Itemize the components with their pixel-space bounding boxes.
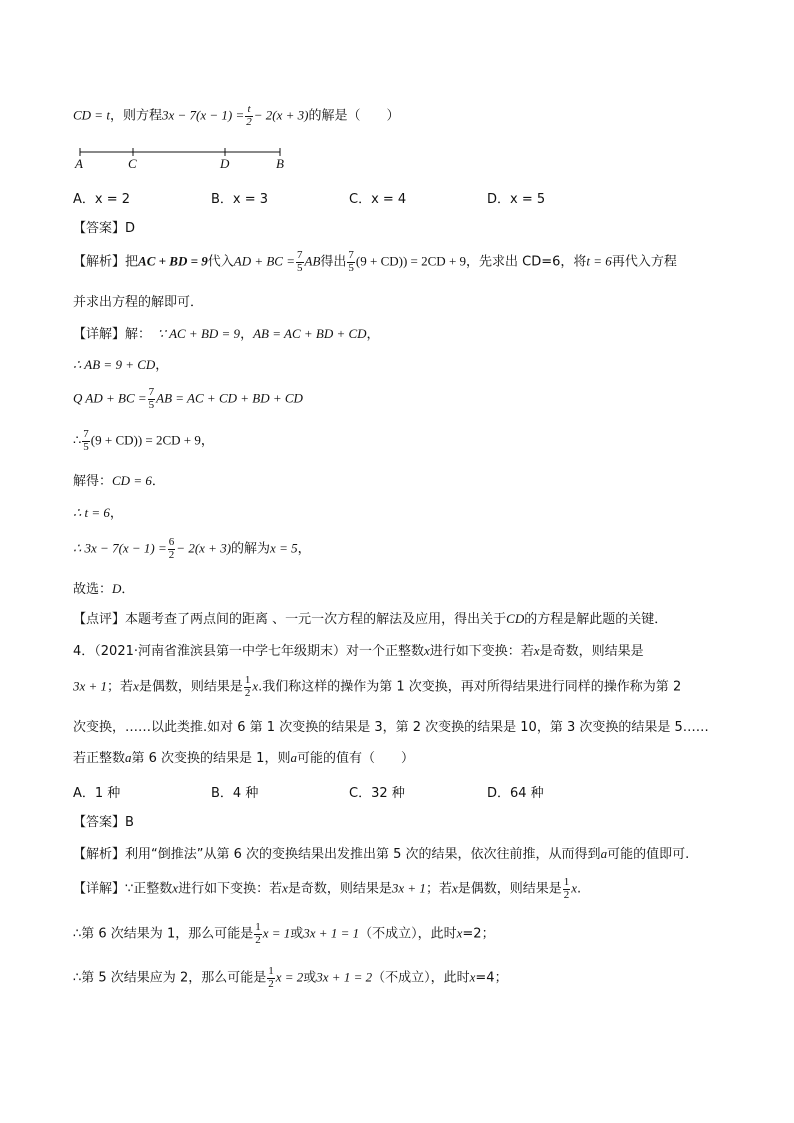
analysis-expr: t = 6	[586, 253, 612, 269]
q3-detail-line8	[73, 581, 134, 598]
detail-fraction: $\frac{1}{2}$	[563, 876, 570, 901]
q3-option-b: B．x = 3	[211, 192, 269, 207]
q4-expr: 3x + 1	[73, 678, 108, 694]
detail-fraction: $\frac{7}{5}$	[148, 386, 155, 411]
detail-expr: ∴ 3x − 7(x − 1) =	[73, 540, 167, 556]
q3-option-d: D．x = 5	[487, 192, 546, 207]
point-label-a: A	[75, 156, 83, 171]
detail-text: ∵正整数	[125, 881, 173, 897]
comment-tag: 【点评】	[73, 612, 126, 627]
segment-diagram	[70, 143, 300, 173]
q4-text: 可能的值有（ ）	[296, 751, 414, 766]
q4-var: a	[600, 846, 608, 861]
analysis-text: 再代入方程	[611, 254, 677, 270]
detail-text: ，	[155, 358, 169, 373]
detail-text: 或	[303, 970, 317, 986]
q4-reasoning-step6	[73, 922, 495, 946]
q4-stem-line4	[73, 750, 414, 767]
comment-text: 本题考查了两点间的距离 、一元一次方程的解法及应用，得出关于	[125, 612, 507, 627]
analysis-text: 可能的值即可.	[607, 847, 690, 862]
detail-text: ，	[366, 327, 380, 342]
detail-text: 是偶数，则结果是	[457, 881, 562, 897]
q3-detail-line2	[73, 357, 168, 374]
detail-expr: D	[112, 581, 122, 596]
detail-fraction: $\frac{6}{2}$	[168, 536, 175, 561]
q4-answer: 【答案】B	[73, 815, 134, 830]
point-label-c: C	[128, 156, 137, 171]
q4-text: 是偶数，则结果是	[138, 679, 243, 695]
detail-tag: 【详解】	[73, 327, 126, 342]
q4-reasoning-step5	[73, 966, 508, 990]
comment-text: 的方程是解此题的关键．	[524, 612, 668, 627]
q4-var: x	[456, 925, 463, 941]
detail-text: ∴第 5 次结果应为 2，那么可能是	[73, 970, 267, 986]
analysis-tag: 【解析】	[73, 254, 126, 270]
detail-expr: 3x + 1 = 1	[303, 925, 360, 941]
q4-option-b: B．4 种	[211, 786, 259, 801]
detail-text: =4；	[475, 970, 508, 986]
detail-text: 解：	[125, 327, 145, 342]
detail-fraction: $\frac{7}{5}$	[83, 428, 89, 453]
detail-text: ∴	[73, 432, 82, 448]
q3-analysis-line2: 并求出方程的解即可．	[73, 295, 204, 310]
detail-text: ，	[200, 433, 214, 449]
analysis-expr: (9 + CD)) = 2CD + 9	[355, 253, 467, 269]
detail-expr: 3x + 1	[391, 880, 426, 896]
detail-expr: ∵ AC + BD = 9	[157, 326, 241, 341]
q4-stem-line1	[73, 643, 644, 660]
q4-var: x	[172, 880, 179, 896]
q3-option-a: A．x = 2	[73, 192, 131, 207]
detail-text: ，	[297, 541, 311, 557]
q3-eq-right: − 2(x + 3)	[253, 107, 309, 123]
q4-detail	[73, 877, 581, 901]
detail-text: （不成立），此时	[372, 970, 470, 986]
q4-var: x	[571, 880, 578, 896]
q4-stem-line2	[73, 675, 681, 699]
detail-tag: 【详解】	[73, 881, 126, 897]
detail-text: ；若	[425, 881, 452, 897]
analysis-tag: 【解析】	[73, 847, 126, 862]
q3-detail-line6	[73, 505, 123, 522]
detail-text: ．	[121, 582, 135, 597]
q4-var: x	[451, 880, 458, 896]
q4-var: a	[290, 750, 297, 765]
detail-text: ，	[109, 506, 123, 521]
q3-detail-line4	[73, 429, 214, 453]
q4-var: x	[533, 643, 540, 658]
detail-text: ．	[151, 474, 165, 489]
q3-detail-line1	[73, 326, 380, 343]
q4-var: x	[252, 678, 259, 694]
detail-expr: ∴ t = 6	[73, 505, 110, 520]
detail-text: 进行如下变换：若	[178, 881, 283, 897]
q4-var: x	[469, 969, 476, 985]
q4-var: x	[424, 643, 430, 658]
q3-option-c: C．x = 4	[349, 192, 407, 207]
q3-stem-tail: 的解是（ ）	[308, 108, 400, 124]
detail-expr: x = 5	[270, 540, 298, 556]
detail-text: （不成立），此时	[359, 926, 457, 942]
detail-text: ，	[240, 327, 254, 342]
q4-text: 第 6 次变换的结果是 1，则	[131, 751, 291, 766]
analysis-text: ，先求出 CD=6，将	[466, 254, 587, 270]
q3-eq-fraction: $\frac{t}{2}$	[246, 103, 252, 128]
q3-stem-lead: CD = t	[73, 107, 110, 123]
detail-expr: (9 + CD)) = 2CD + 9	[90, 432, 201, 448]
q4-text: .我们称这样的操作为第 1 次变换，再对所得结果进行同样的操作称为第 2	[258, 679, 682, 695]
comment-expr: CD	[506, 611, 525, 626]
q4-var: x	[133, 678, 139, 694]
detail-text: .	[577, 881, 582, 897]
analysis-text: 利用“倒推法”从第 6 次的变换结果出发推出第 5 次的结果，依次往前推，从而得到	[125, 847, 601, 862]
q3-detail-line5	[73, 473, 165, 490]
detail-expr: 3x + 1 = 2	[316, 969, 373, 985]
q3-analysis	[73, 250, 677, 274]
q4-analysis	[73, 846, 689, 863]
q4-option-a: A．1 种	[73, 786, 121, 801]
detail-text: ∴第 6 次结果为 1，那么可能是	[73, 926, 254, 942]
detail-text: 或	[290, 926, 304, 942]
point-label-b: B	[276, 156, 284, 171]
detail-text: 的解为	[231, 541, 271, 557]
q4-var: a	[125, 750, 132, 765]
detail-expr: x = 2	[275, 969, 304, 985]
q3-stem-mid: ，则方程	[109, 108, 162, 124]
detail-expr: AB = AC + CD + BD + CD	[156, 390, 303, 406]
detail-expr: Q AD + BC =	[73, 390, 147, 406]
analysis-expr: AB	[304, 253, 321, 269]
detail-expr: AB = AC + BD + CD	[253, 326, 367, 341]
detail-text: 是奇数，则结果是	[287, 881, 392, 897]
q4-text: 若正整数	[73, 751, 126, 766]
point-label-d: D	[220, 156, 230, 171]
analysis-text: 代入	[207, 254, 234, 270]
detail-expr: − 2(x + 3)	[176, 540, 232, 556]
detail-expr: ∴ AB = 9 + CD	[73, 357, 156, 372]
analysis-fraction: $\frac{7}{5}$	[348, 249, 354, 274]
analysis-expr: AD + BC =	[233, 253, 296, 269]
detail-expr: CD = 6	[112, 473, 152, 488]
detail-expr: x = 1	[262, 925, 291, 941]
q3-detail-line7	[73, 537, 311, 561]
q4-text: ；若	[107, 679, 134, 695]
q4-option-d: D．64 种	[487, 786, 544, 801]
analysis-fraction: $\frac{7}{5}$	[297, 249, 303, 274]
analysis-text: 把	[125, 254, 139, 270]
q4-text: 是奇数，则结果是	[539, 644, 644, 659]
q4-fraction: $\frac{1}{2}$	[244, 674, 251, 699]
detail-fraction: $\frac{1}{2}$	[268, 965, 274, 990]
detail-text: 解得：	[73, 474, 113, 489]
detail-text: =2；	[462, 926, 495, 942]
q3-answer: 【答案】D	[73, 221, 136, 236]
detail-fraction: $\frac{1}{2}$	[255, 921, 261, 946]
q4-option-c: C．32 种	[349, 786, 405, 801]
q4-var: x	[282, 880, 288, 896]
q3-comment	[73, 611, 667, 628]
q3-stem	[73, 104, 399, 128]
detail-text: 故选：	[73, 582, 113, 597]
analysis-expr: AC + BD = 9	[138, 253, 208, 269]
analysis-text: 得出	[320, 254, 347, 270]
q4-text: 4．（2021·河南省淮滨县第一中学七年级期末）对一个正整数	[73, 644, 424, 659]
q3-eq-left: 3x − 7(x − 1) =	[161, 107, 245, 123]
q3-detail-line3	[73, 387, 303, 411]
q4-stem-line3: 次变换，……以此类推.如对 6 第 1 次变换的结果是 3，第 2 次变换的结果是 10，第 3 次变换的结果是 5……	[73, 720, 709, 735]
q4-text: 进行如下变换：若	[429, 644, 534, 659]
